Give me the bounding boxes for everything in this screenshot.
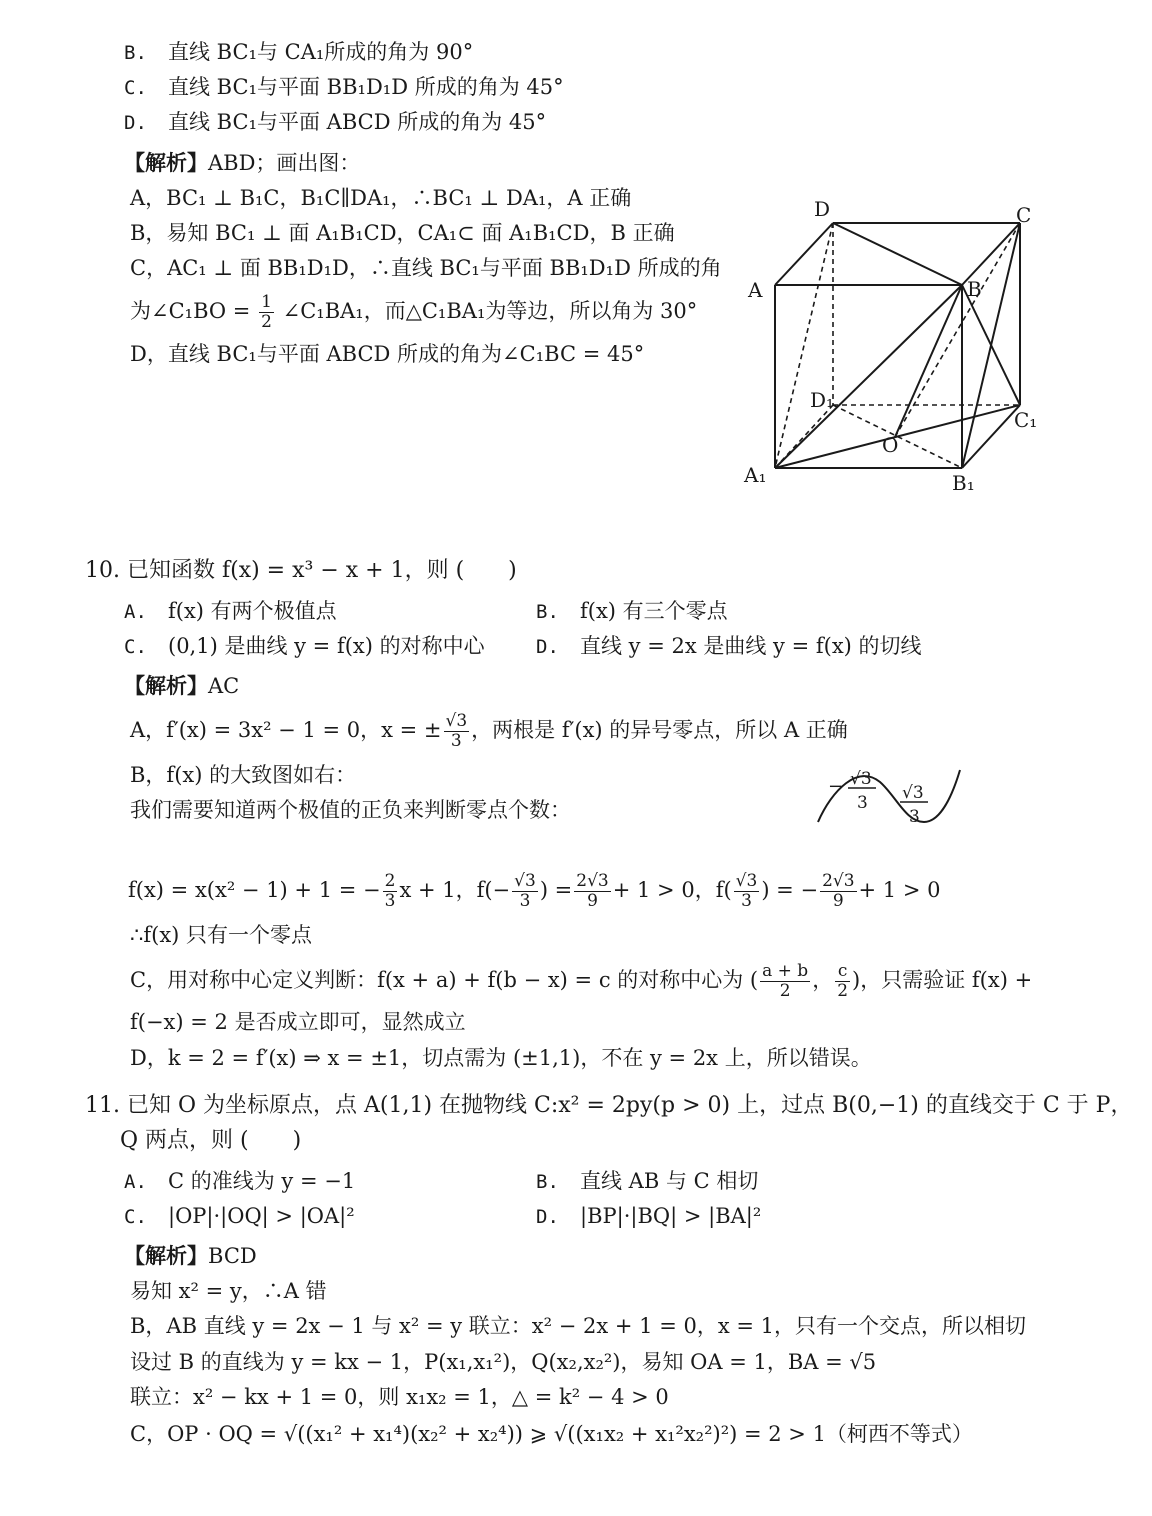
vertex-label-B1: B₁	[952, 471, 975, 495]
edge-B1C1	[962, 405, 1020, 468]
text: C，用对称中心定义判断：f(x + a) + f(b − x) = c 的对称中心为 (	[130, 968, 759, 992]
fraction	[835, 962, 850, 1001]
sketch-right-num: √3	[902, 783, 924, 803]
fraction	[512, 872, 538, 911]
q10-analysis-line-b2: 我们需要知道两个极值的正负来判断零点个数：	[130, 798, 571, 822]
text: ) =	[539, 878, 573, 902]
q9-option-b	[124, 37, 473, 68]
q10-option-d	[536, 631, 922, 662]
q10-analysis-line-a	[130, 712, 848, 751]
q10-analysis-line-c2: f(−x) = 2 是否成立即可，显然成立	[130, 1010, 466, 1034]
text: f(x) = x(x² − 1) + 1 = −	[128, 878, 381, 902]
option-label: B.	[124, 42, 147, 64]
numerator: √3	[514, 871, 536, 891]
q9-option-d	[124, 107, 546, 138]
denominator: 9	[587, 891, 598, 911]
line-BO	[895, 285, 962, 437]
option-text: |BP|·|BQ| > |BA|²	[580, 1204, 762, 1228]
text: ，两根是 f′(x) 的异号零点，所以 A 正确	[471, 718, 848, 742]
vertex-label-A1: A₁	[744, 463, 767, 487]
denominator: 2	[837, 981, 849, 1001]
edge-AD	[775, 223, 833, 285]
vertex-label-D: D	[814, 197, 831, 221]
text: 为∠C₁BO =	[130, 299, 251, 323]
sketch-right-den: 3	[909, 807, 920, 827]
option-text: 直线 BC₁与平面 ABCD 所成的角为 45°	[168, 110, 547, 134]
option-label: C.	[124, 636, 147, 658]
q11-analysis-line: 联立：x² − kx + 1 = 0，则 x₁x₂ = 1，△ = k² − 4 > 0	[130, 1385, 669, 1409]
option-text: 直线 BC₁与平面 BB₁D₁D 所成的角为 45°	[168, 75, 564, 99]
line-OC	[895, 223, 1020, 437]
fraction	[760, 962, 810, 1001]
edge-BC	[962, 223, 1020, 285]
vertex-label-C1: C₁	[1014, 408, 1038, 432]
q10-analysis-line-b1: B，f(x) 的大致图如右：	[130, 763, 357, 787]
fraction	[444, 712, 470, 751]
text: + 1 > 0，f(	[612, 878, 732, 902]
option-text: 直线 AB 与 C 相切	[580, 1169, 759, 1193]
text: x + 1，f(−	[399, 878, 511, 902]
text: + 1 > 0	[858, 878, 941, 902]
sketch-left-sign: −	[828, 776, 844, 797]
numerator: c	[835, 962, 850, 982]
q11-stem-line1: 11. 已知 O 为坐标原点，点 A(1,1) 在抛物线 C:x² = 2py(p > 0) 上，过点 B(0,−1) 的直线交于 C 于 P，	[85, 1093, 1133, 1118]
vertex-label-C: C	[1016, 203, 1032, 227]
option-text: |OP|·|OQ| > |OA|²	[168, 1204, 355, 1228]
option-label: D.	[536, 636, 559, 658]
denominator: 2	[779, 981, 791, 1001]
q9-analysis-line: B，易知 BC₁ ⊥ 面 A₁B₁CD，CA₁⊂ 面 A₁B₁CD，B 正确	[130, 221, 675, 245]
q10-stem: 10. 已知函数 f(x) = x³ − x + 1，则 ( )	[85, 558, 517, 583]
text: ) = −	[761, 878, 819, 902]
option-text: (0,1) 是曲线 y = f(x) 的对称中心	[168, 634, 485, 658]
q10-option-c	[124, 631, 485, 662]
cubic-sketch	[810, 760, 970, 830]
line-DB	[833, 223, 962, 285]
numerator: √3	[735, 871, 758, 891]
option-label: A.	[124, 601, 147, 623]
q9-analysis-line: A，BC₁ ⊥ B₁C，B₁C∥DA₁，∴BC₁ ⊥ DA₁，A 正确	[130, 186, 632, 210]
option-label: C.	[124, 77, 147, 99]
numerator: 1	[261, 292, 272, 312]
q9-analysis-line: D，直线 BC₁与平面 ABCD 所成的角为∠C₁BC = 45°	[130, 342, 645, 366]
q11-option-d	[536, 1201, 761, 1232]
denominator: 2	[261, 312, 272, 332]
answer: ABD；画出图：	[208, 151, 361, 175]
q10-option-b	[536, 596, 728, 627]
option-label: B.	[536, 601, 559, 623]
analysis-tag: 【解析】	[124, 1244, 208, 1268]
q9-analysis-heading	[124, 148, 360, 178]
analysis-tag: 【解析】	[124, 151, 208, 175]
q11-analysis-line: 设过 B 的直线为 y = kx − 1，P(x₁,x₁²)，Q(x₂,x₂²)，易知 OA = 1，BA = √5	[130, 1350, 877, 1374]
q11-stem-line2: Q 两点，则 ( )	[120, 1128, 302, 1153]
q10-analysis-line-d: D，k = 2 = f′(x) ⇒ x = ±1，切点需为 (±1,1)，不在 y = 2x 上，所以错误。	[130, 1046, 872, 1070]
q9-analysis-line: C，AC₁ ⊥ 面 BB₁D₁D，∴直线 BC₁与平面 BB₁D₁D 所成的角	[130, 256, 722, 280]
numerator: √3	[445, 711, 468, 731]
denominator: 3	[450, 731, 462, 751]
denominator: 3	[384, 891, 396, 911]
option-text: 直线 y = 2x 是曲线 y = f(x) 的切线	[580, 634, 922, 658]
cube-diagram	[730, 190, 1070, 500]
sketch-left-num: √3	[850, 769, 872, 789]
option-label: A.	[124, 1171, 147, 1193]
numerator: 2	[384, 871, 396, 891]
fraction	[259, 293, 274, 332]
numerator: 2√3	[576, 871, 609, 891]
line-DA1	[775, 223, 833, 468]
q9-analysis-line	[130, 293, 697, 332]
answer: BCD	[208, 1244, 257, 1268]
denominator: 9	[832, 891, 844, 911]
numerator: a + b	[762, 961, 809, 981]
sketch-left-den: 3	[857, 793, 868, 813]
q9-option-c	[124, 72, 564, 103]
vertex-label-B: B	[967, 277, 982, 301]
option-label: B.	[536, 1171, 559, 1193]
answer: AC	[208, 674, 240, 698]
text: )，只需验证 f(x) +	[852, 968, 1033, 992]
fraction	[820, 872, 856, 911]
option-text: 直线 BC₁与 CA₁所成的角为 90°	[168, 40, 474, 64]
q11-option-a	[124, 1166, 355, 1197]
fraction	[383, 872, 398, 911]
q11-analysis-line: C，OP · OQ = √((x₁² + x₁⁴)(x₂² + x₂⁴)) ⩾ √((x₁x₂ + x₁²x₂²)²) = 2 > 1（柯西不等式）	[130, 1422, 973, 1446]
vertex-label-D1: D₁	[810, 388, 835, 412]
option-label: C.	[124, 1206, 147, 1228]
q10-analysis-line-c	[130, 962, 1032, 1001]
option-label: D.	[124, 112, 147, 134]
q11-analysis-line: B，AB 直线 y = 2x − 1 与 x² = y 联立：x² − 2x + 1 = 0，x = 1，只有一个交点，所以相切	[130, 1314, 1026, 1338]
q10-option-a	[124, 596, 337, 627]
q10-equation-line	[128, 872, 940, 911]
vertex-label-A: A	[748, 278, 763, 302]
text: ，	[812, 968, 834, 992]
fraction	[574, 872, 610, 911]
q11-analysis-line: 易知 x² = y，∴A 错	[130, 1279, 327, 1303]
denominator: 3	[519, 891, 531, 911]
fraction	[734, 872, 760, 911]
analysis-tag: 【解析】	[124, 674, 208, 698]
numerator: 2√3	[822, 871, 855, 891]
q10-conclusion: ∴f(x) 只有一个零点	[130, 923, 313, 947]
option-text: f(x) 有三个零点	[580, 599, 728, 623]
q11-option-c	[124, 1201, 355, 1232]
q11-analysis-heading	[124, 1241, 257, 1271]
text: A，f′(x) = 3x² − 1 = 0，x = ±	[130, 718, 442, 742]
option-text: C 的准线为 y = −1	[168, 1169, 356, 1193]
option-label: D.	[536, 1206, 559, 1228]
q11-option-b	[536, 1166, 758, 1197]
q10-analysis-heading	[124, 671, 239, 701]
text: ∠C₁BA₁，而△C₁BA₁为等边，所以角为 30°	[282, 299, 698, 323]
denominator: 3	[741, 891, 752, 911]
edge-A1D1	[775, 405, 833, 468]
option-text: f(x) 有两个极值点	[168, 599, 337, 623]
vertex-label-O: O	[882, 433, 899, 457]
line-A1B	[775, 285, 962, 468]
line-CB1	[962, 223, 1020, 468]
